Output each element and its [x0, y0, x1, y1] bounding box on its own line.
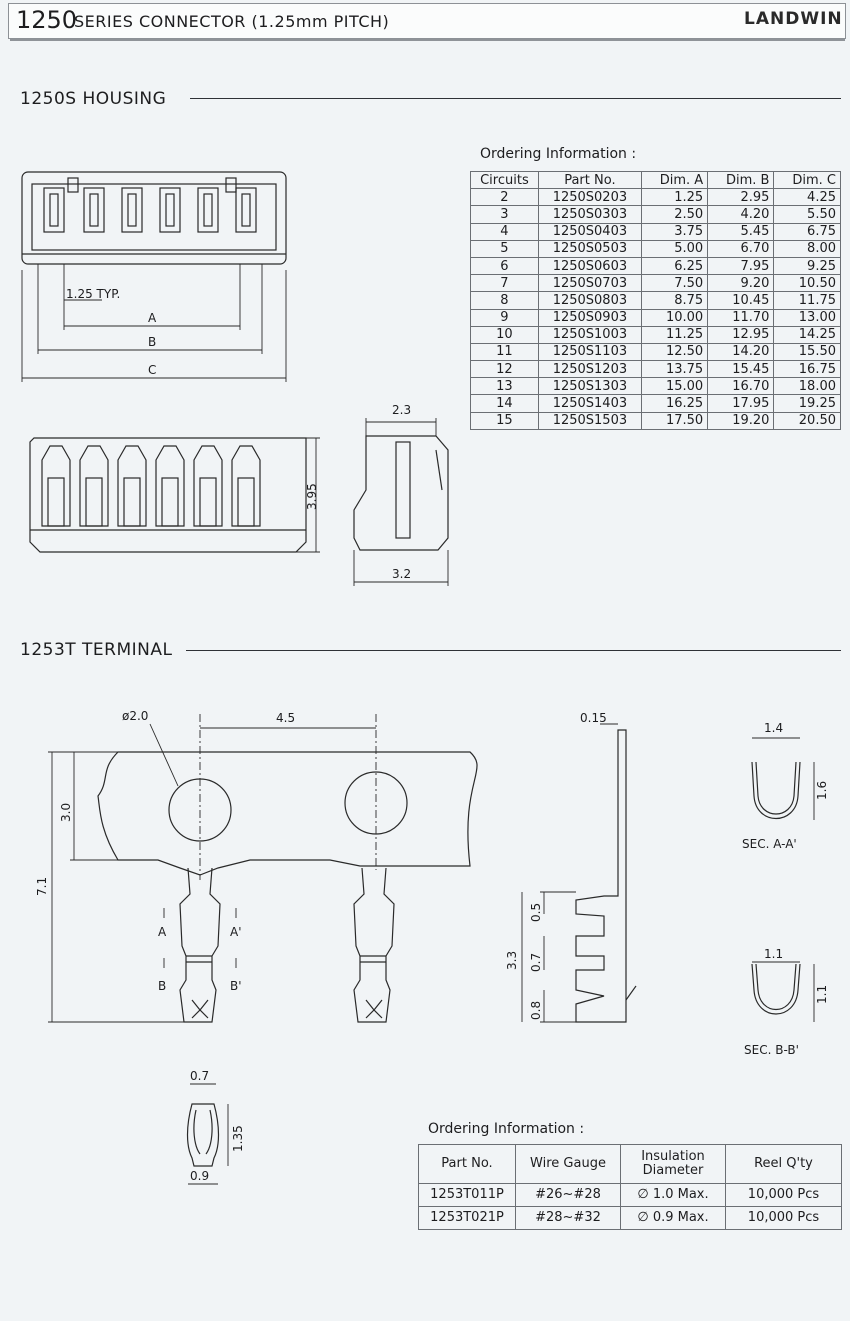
table-row: [471, 223, 841, 240]
table-cell: 16.75: [774, 361, 841, 378]
table-cell: 5.50: [774, 206, 841, 223]
dim-a-label: A: [148, 311, 157, 325]
col-dim-a: Dim. A: [641, 172, 707, 189]
table-cell: 6.75: [774, 223, 841, 240]
dim-pitch-label: 4.5: [276, 711, 296, 725]
table-cell: 15.45: [708, 361, 774, 378]
table-cell: 10.45: [708, 292, 774, 309]
brand-logo: LANDWIN: [744, 9, 843, 29]
table-cell: 1250S1403: [538, 395, 641, 412]
dim-0-9-width-label: 0.9: [190, 1169, 210, 1183]
table-cell: 4.25: [774, 189, 841, 206]
table-row: [471, 378, 841, 395]
dim-0-7-width-label: 0.7: [190, 1069, 210, 1083]
table-cell: 12: [471, 361, 539, 378]
table-cell: 8.00: [774, 240, 841, 257]
table-cell: 1253T021P: [419, 1207, 516, 1230]
dim-thickness-label: 0.15: [580, 711, 607, 725]
terminal-carrier-strip: [98, 752, 477, 875]
table-cell: 15: [471, 412, 539, 429]
table-cell: #28~#32: [516, 1207, 621, 1230]
table-cell: 14.20: [708, 343, 774, 360]
crimp-end-view: [170, 1066, 260, 1196]
table-cell: 6: [471, 257, 539, 274]
dim-0-7-label: 0.7: [529, 952, 543, 972]
col-insulation-diameter: Insulation Diameter: [621, 1145, 726, 1184]
table-cell: 1250S0303: [538, 206, 641, 223]
table-cell: 19.20: [708, 412, 774, 429]
table-cell: 2.50: [641, 206, 707, 223]
table-cell: 9.20: [708, 275, 774, 292]
table-cell: 15.50: [774, 343, 841, 360]
section-b-profile: [752, 964, 800, 1014]
table-cell: 11.75: [774, 292, 841, 309]
table-cell: 11: [471, 343, 539, 360]
col-part-no: Part No.: [538, 172, 641, 189]
housing-top-view-inner: [32, 184, 276, 250]
table-cell: 1250S1103: [538, 343, 641, 360]
dim-7-1-label: 7.1: [35, 876, 49, 896]
terminal-body-2: [354, 868, 394, 1022]
table-cell: 1250S1503: [538, 412, 641, 429]
dim-3-0-label: 3.0: [59, 802, 73, 822]
dim-hole-label: ø2.0: [122, 709, 149, 723]
terminal-section-title: 1253T TERMINAL: [20, 640, 173, 660]
table-cell: 1250S1003: [538, 326, 641, 343]
housing-section-title: 1250S HOUSING: [20, 89, 167, 109]
terminal-side-profile: [576, 730, 626, 1022]
housing-drawing: [0, 160, 460, 600]
table-cell: 9: [471, 309, 539, 326]
col-circuits: Circuits: [471, 172, 539, 189]
col-dim-c: Dim. C: [774, 172, 841, 189]
col-wire-gauge: Wire Gauge: [516, 1145, 621, 1184]
table-cell: 3.75: [641, 223, 707, 240]
table-cell: 11.25: [641, 326, 707, 343]
dim-0-8-label: 0.8: [529, 1000, 543, 1020]
terminal-drawing: [0, 700, 850, 1120]
title-number: 1250: [16, 6, 78, 34]
table-cell: 13.00: [774, 309, 841, 326]
table-cell: 1250S1203: [538, 361, 641, 378]
col-dim-b: Dim. B: [708, 172, 774, 189]
table-cell: 5.45: [708, 223, 774, 240]
table-cell: 12.95: [708, 326, 774, 343]
table-cell: 9.25: [774, 257, 841, 274]
housing-ordering-table: [470, 171, 841, 430]
table-cell: 1250S0903: [538, 309, 641, 326]
table-cell: 8: [471, 292, 539, 309]
table-row: [471, 206, 841, 223]
table-cell: 1250S0503: [538, 240, 641, 257]
table-cell: 5: [471, 240, 539, 257]
table-cell: 7: [471, 275, 539, 292]
table-header-row: [471, 172, 841, 189]
table-row: [471, 343, 841, 360]
table-row: [471, 326, 841, 343]
terminal-ordering-label: Ordering Information :: [428, 1121, 585, 1137]
col-reel-qty: Reel Q'ty: [726, 1145, 842, 1184]
section-b2-marker: B': [230, 979, 242, 993]
table-cell: 2.95: [708, 189, 774, 206]
table-cell: #26~#28: [516, 1184, 621, 1207]
table-cell: 1250S0403: [538, 223, 641, 240]
housing-front-view-cavities: [42, 446, 260, 526]
table-cell: 3: [471, 206, 539, 223]
table-cell: 1250S0203: [538, 189, 641, 206]
table-cell: 10.50: [774, 275, 841, 292]
table-row: [471, 309, 841, 326]
table-row: [471, 240, 841, 257]
dim-side-width-label: 3.2: [392, 567, 412, 581]
section-b-marker: B: [158, 979, 167, 993]
section-a2-marker: A': [230, 925, 242, 939]
section-a-marker: A: [158, 925, 167, 939]
table-cell: 11.70: [708, 309, 774, 326]
table-cell: 4: [471, 223, 539, 240]
table-cell: ∅ 1.0 Max.: [621, 1184, 726, 1207]
housing-ordering-label: Ordering Information :: [480, 146, 637, 162]
col-part-no: Part No.: [419, 1145, 516, 1184]
crimp-end-outline: [188, 1104, 219, 1166]
table-header-row: [419, 1145, 842, 1184]
table-cell: 2: [471, 189, 539, 206]
sec-a-caption: SEC. A-A': [742, 837, 797, 851]
table-cell: ∅ 0.9 Max.: [621, 1207, 726, 1230]
housing-front-view-body: [30, 438, 306, 552]
table-cell: 7.95: [708, 257, 774, 274]
table-row: [471, 275, 841, 292]
table-cell: 1250S1303: [538, 378, 641, 395]
table-cell: 14: [471, 395, 539, 412]
table-cell: 6.25: [641, 257, 707, 274]
sec-a-height-label: 1.6: [815, 780, 829, 800]
table-cell: 17.95: [708, 395, 774, 412]
dim-top-width-label: 2.3: [392, 403, 412, 417]
table-row: [471, 395, 841, 412]
table-cell: 1250S0703: [538, 275, 641, 292]
table-cell: 14.25: [774, 326, 841, 343]
table-cell: 8.75: [641, 292, 707, 309]
terminal-body-1: [180, 868, 220, 1022]
table-cell: 10: [471, 326, 539, 343]
section-a-profile: [752, 762, 800, 819]
table-cell: 13: [471, 378, 539, 395]
dim-3-3-label: 3.3: [505, 950, 519, 970]
sec-b-height-label: 1.1: [815, 984, 829, 1004]
table-row: [471, 257, 841, 274]
table-cell: 15.00: [641, 378, 707, 395]
table-cell: 4.20: [708, 206, 774, 223]
table-cell: 18.00: [774, 378, 841, 395]
table-row: [471, 361, 841, 378]
table-row: [419, 1207, 842, 1230]
table-cell: 1.25: [641, 189, 707, 206]
table-cell: 10.00: [641, 309, 707, 326]
table-cell: 5.00: [641, 240, 707, 257]
table-cell: 16.70: [708, 378, 774, 395]
dim-0-5-label: 0.5: [529, 902, 543, 922]
housing-section-rule: [190, 98, 841, 99]
table-row: [471, 412, 841, 429]
table-cell: 13.75: [641, 361, 707, 378]
table-cell: 12.50: [641, 343, 707, 360]
dim-b-label: B: [148, 335, 157, 349]
table-cell: 10,000 Pcs: [726, 1207, 842, 1230]
title-text: SERIES CONNECTOR (1.25mm PITCH): [74, 12, 390, 31]
table-cell: 7.50: [641, 275, 707, 292]
dim-typ-label: 1.25 TYP.: [66, 287, 121, 301]
table-cell: 16.25: [641, 395, 707, 412]
housing-side-view-body: [354, 436, 448, 550]
table-cell: 1250S0603: [538, 257, 641, 274]
dim-c-label: C: [148, 363, 157, 377]
table-cell: 10,000 Pcs: [726, 1184, 842, 1207]
table-cell: 6.70: [708, 240, 774, 257]
table-cell: 17.50: [641, 412, 707, 429]
table-cell: 1250S0803: [538, 292, 641, 309]
table-cell: 1253T011P: [419, 1184, 516, 1207]
housing-top-view-cavities: [44, 178, 256, 232]
table-cell: 20.50: [774, 412, 841, 429]
table-row: [471, 292, 841, 309]
sec-b-width-label: 1.1: [764, 947, 784, 961]
table-row: [419, 1184, 842, 1207]
table-cell: 19.25: [774, 395, 841, 412]
dim-1-35-label: 1.35: [231, 1125, 245, 1152]
dim-side-height-label: 3.95: [305, 483, 319, 510]
terminal-section-rule: [186, 650, 841, 651]
sec-a-width-label: 1.4: [764, 721, 784, 735]
table-row: [471, 189, 841, 206]
terminal-ordering-table: [418, 1144, 842, 1230]
sec-b-caption: SEC. B-B': [744, 1043, 799, 1057]
